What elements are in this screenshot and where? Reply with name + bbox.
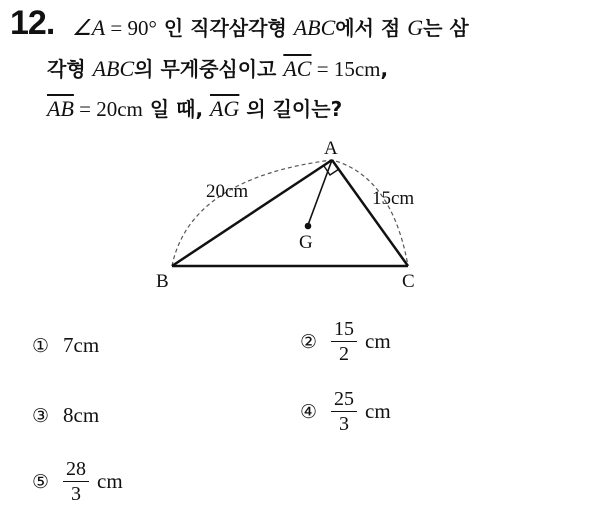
choice-5-denominator: 3 [71,483,82,505]
triangle-abc: ABC [293,15,336,40]
choice-1-number: ① [32,334,50,357]
circumcircle-arc [172,160,408,266]
length-ab: 20cm [96,97,143,121]
choice-2-denominator: 2 [339,343,350,365]
choice-4-denominator: 3 [339,413,350,435]
label-b: B [156,271,169,292]
segment-ag: $\overline{AG}$ [210,96,240,121]
text-point: 에서 점 [335,16,408,40]
choice-2-unit: cm [365,329,391,353]
choice-3-value: 8cm [63,403,100,427]
label-g: G [299,232,313,253]
choice-4-number: ④ [300,400,318,423]
point-g: G [407,15,424,40]
label-ab-length: 20cm [206,181,249,202]
comma: , [380,57,389,81]
choice-2[interactable] [300,318,391,365]
choice-4-fraction [331,388,357,435]
text-centroid: 의 무게중심이고 [134,57,284,81]
choice-2-numerator: 15 [331,318,357,342]
equals-sign: = [105,16,128,40]
text-tri-start: 는 삼 [423,16,469,40]
question-number: 12. [10,4,55,42]
side-ac [332,160,408,266]
segment-ag-line [308,160,332,225]
choice-2-fraction [331,318,357,365]
text-tri-end: 각형 [47,57,93,81]
choice-1[interactable] [32,333,99,358]
segment-ac: $\overline{AC}$ [283,56,312,81]
triangle-abc-2: ABC [92,56,135,81]
choice-5-number: ⑤ [32,470,50,493]
text-when: 일 때, [142,97,211,121]
equals-sign-3: = [73,97,97,121]
segment-ab: $\overline{AB}$ [47,96,74,121]
choice-5-unit: cm [97,469,123,493]
label-ac-length: 15cm [372,188,415,209]
text-length-ask: 의 길이는? [239,97,343,121]
equals-sign-2: = [311,57,334,81]
length-ac: 15cm [333,57,381,81]
choice-4[interactable] [300,388,391,435]
choice-5[interactable] [32,458,123,505]
choice-3-number: ③ [32,404,50,427]
text-right-triangle: 인 직각삼각형 [156,16,294,40]
choice-5-numerator: 28 [63,458,89,482]
choice-4-numerator: 25 [331,388,357,412]
label-a: A [324,138,338,159]
label-c: C [402,271,415,292]
choice-3[interactable] [32,403,99,428]
angle-value: 90° [127,16,157,40]
centroid-dot [305,223,312,230]
choice-2-number: ② [300,330,318,353]
choice-5-fraction [63,458,89,505]
angle-a: ∠A [72,15,106,40]
choice-1-value: 7cm [63,333,100,357]
choice-4-unit: cm [365,399,391,423]
